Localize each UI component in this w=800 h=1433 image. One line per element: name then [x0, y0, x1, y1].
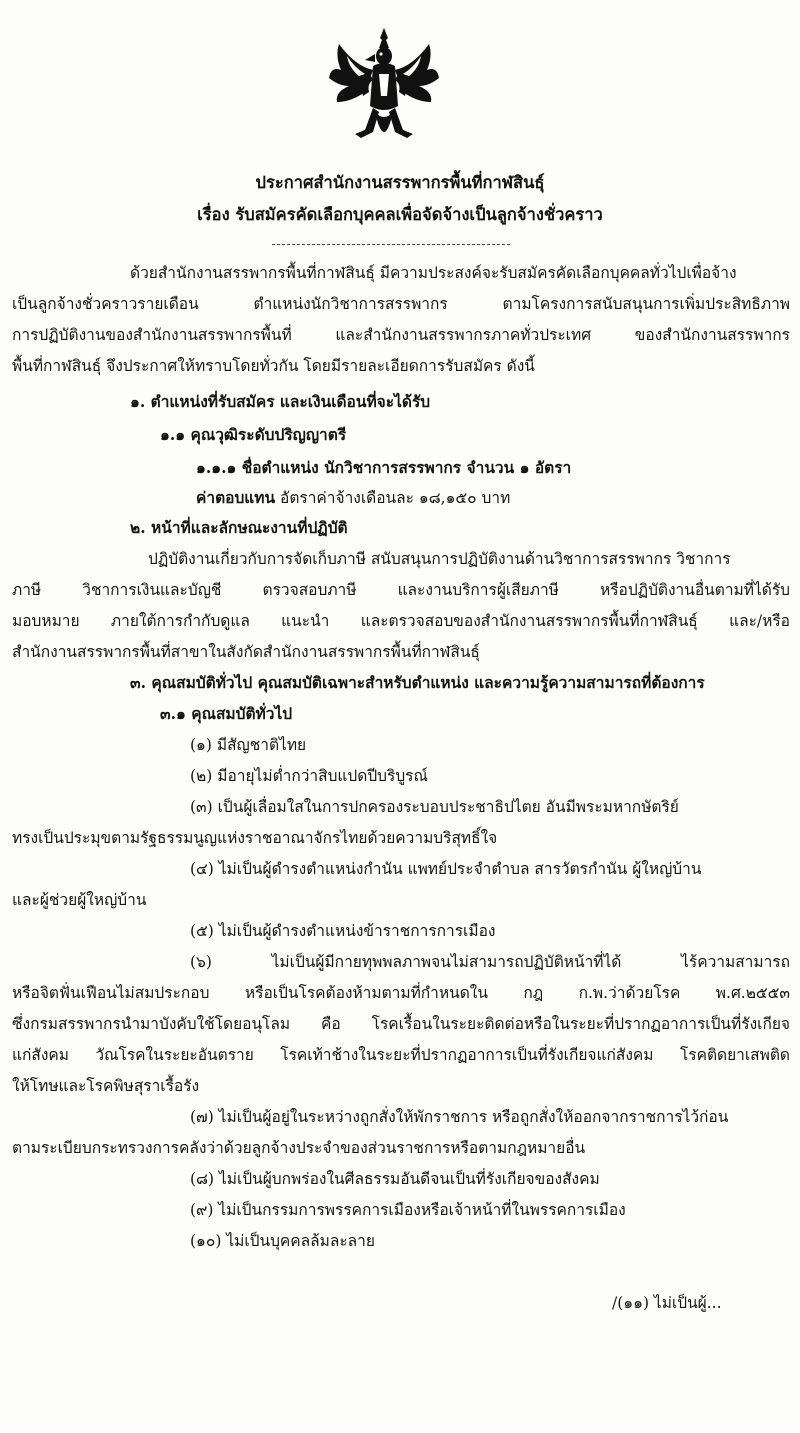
- qualification-item: หรือจิตฟั่นเฟือนไม่สมประกอบ หรือเป็นโรคต้องห้ามตามที่กำหนดใน กฎ ก.พ.ว่าด้วยโรค พ.ศ.๒๕๕๓: [12, 984, 790, 1002]
- qualification-item: (๕) ไม่เป็นผู้ดำรงตำแหน่งข้าราชการการเมือง: [190, 922, 496, 940]
- qualification-item: (๑๐) ไม่เป็นบุคคลล้มละลาย: [190, 1232, 375, 1250]
- section-2-heading: ๒. หน้าที่และลักษณะงานที่ปฏิบัติ: [130, 518, 348, 537]
- intro-line: พื้นที่กาฬสินธุ์ จึงประกาศให้ทราบโดยทั่วกัน โดยมีรายละเอียดการรับสมัคร ดังนี้: [12, 357, 535, 375]
- qualification-item: (๘) ไม่เป็นผู้บกพร่องในศีลธรรมอันดีจนเป็นที่รังเกียจของสังคม: [190, 1170, 600, 1188]
- section-2-line: ภาษี วิชาการเงินและบัญชี ตรวจสอบภาษี และงานบริการผู้เสียภาษี หรือปฏิบัติงานอื่นตามที่ได้รับ: [12, 581, 790, 599]
- pay-label: ค่าตอบแทน: [196, 488, 276, 507]
- pay-text: อัตราค่าจ้างเดือนละ ๑๘,๑๕๐ บาท: [275, 489, 511, 507]
- header-divider: [272, 244, 510, 245]
- section-3-heading: ๓. คุณสมบัติทั่วไป คุณสมบัติเฉพาะสำหรับตำแหน่ง และความรู้ความสามารถที่ต้องการ: [130, 673, 705, 692]
- qualification-item: (๙) ไม่เป็นกรรมการพรรคการเมืองหรือเจ้าหน้าที่ในพรรคการเมือง: [190, 1201, 626, 1219]
- qualification-item: (๓) เป็นผู้เลื่อมใสในการปกครองระบอบประชาธิปไตย อันมีพระมหากษัตริย์: [190, 798, 679, 816]
- garuda-emblem-icon: [325, 26, 443, 154]
- section-2-line: มอบหมาย ภายใต้การกำกับดูแล แนะนำ และตรวจสอบของสำนักงานสรรพากรพื้นที่กาฬสินธุ์ และ/หรือ: [12, 612, 790, 630]
- qualification-item: (๖) ไม่เป็นผู้มีกายทุพพลภาพจนไม่สามารถปฏิบัติหน้าที่ได้ ไร้ความสามารถ: [190, 953, 790, 971]
- section-1-position: ๑.๑.๑ ชื่อตำแหน่ง นักวิชาการสรรพากร จำนวน ๑ อัตรา: [196, 458, 572, 477]
- section-3-sub: ๓.๑ คุณสมบัติทั่วไป: [160, 704, 293, 723]
- qualification-item: ซึ่งกรมสรรพากรนำมาบังคับใช้โดยอนุโลม คือ โรคเรื้อนในระยะติดต่อหรือในระยะที่ปรากฏอาการเป็นที่รังเกียจ: [12, 1015, 790, 1033]
- continued-reference: /(๑๑) ไม่เป็นผู้...: [612, 1294, 722, 1312]
- announcement-title: ประกาศสำนักงานสรรพากรพื้นที่กาฬสินธุ์: [255, 173, 545, 192]
- intro-line: เป็นลูกจ้างชั่วคราวรายเดือน ตำแหน่งนักวิชาการสรรพากร ตามโครงการสนับสนุนการเพิ่มประสิทธิภาพ: [12, 295, 790, 313]
- qualification-item: ตามระเบียบกระทรวงการคลังว่าด้วยลูกจ้างประจำของส่วนราชการหรือตามกฎหมายอื่น: [12, 1139, 586, 1157]
- section-1-pay: [196, 488, 510, 508]
- qualification-item: และผู้ช่วยผู้ใหญ่บ้าน: [12, 891, 147, 909]
- announcement-subject: เรื่อง รับสมัครคัดเลือกบุคคลเพื่อจัดจ้างเป็นลูกจ้างชั่วคราว: [197, 205, 603, 224]
- section-1-sub: ๑.๑ คุณวุฒิระดับปริญญาตรี: [160, 425, 347, 444]
- section-2-line: สำนักงานสรรพากรพื้นที่สาขาในสังกัดสำนักงานสรรพากรพื้นที่กาฬสินธุ์: [12, 643, 480, 661]
- qualification-item: ทรงเป็นประมุขตามรัฐธรรมนูญแห่งราชอาณาจักรไทยด้วยความบริสุทธิ์ใจ: [12, 829, 498, 847]
- section-1-heading: ๑. ตำแหน่งที่รับสมัคร และเงินเดือนที่จะได้รับ: [130, 392, 431, 411]
- section-2-line: ปฏิบัติงานเกี่ยวกับการจัดเก็บภาษี สนับสนุนการปฏิบัติงานด้านวิชาการสรรพากร วิชาการ: [148, 550, 731, 568]
- qualification-item: (๒) มีอายุไม่ต่ำกว่าสิบแปดปีบริบูรณ์: [190, 767, 428, 785]
- intro-line: การปฏิบัติงานของสำนักงานสรรพากรพื้นที่ และสำนักงานสรรพากรภาคทั่วประเทศ ของสำนักงานสรรพากร: [12, 326, 790, 344]
- qualification-item: (๑) มีสัญชาติไทย: [190, 736, 307, 754]
- qualification-item: แก่สังคม วัณโรคในระยะอันตราย โรคเท้าช้างในระยะที่ปรากฏอาการเป็นที่รังเกียจแก่สังคม โรคติดยาเสพติด: [12, 1046, 790, 1064]
- intro-line: ด้วยสำนักงานสรรพากรพื้นที่กาฬสินธุ์ มีความประสงค์จะรับสมัครคัดเลือกบุคคลทั่วไปเพื่อจ้าง: [130, 264, 737, 282]
- qualification-item: (๗) ไม่เป็นผู้อยู่ในระหว่างถูกสั่งให้พักราชการ หรือถูกสั่งให้ออกจากราชการไว้ก่อน: [190, 1108, 729, 1126]
- qualification-item: (๔) ไม่เป็นผู้ดำรงตำแหน่งกำนัน แพทย์ประจำตำบล สารวัตรกำนัน ผู้ใหญ่บ้าน: [190, 860, 702, 878]
- qualification-item: ให้โทษและโรคพิษสุราเรื้อรัง: [12, 1077, 200, 1095]
